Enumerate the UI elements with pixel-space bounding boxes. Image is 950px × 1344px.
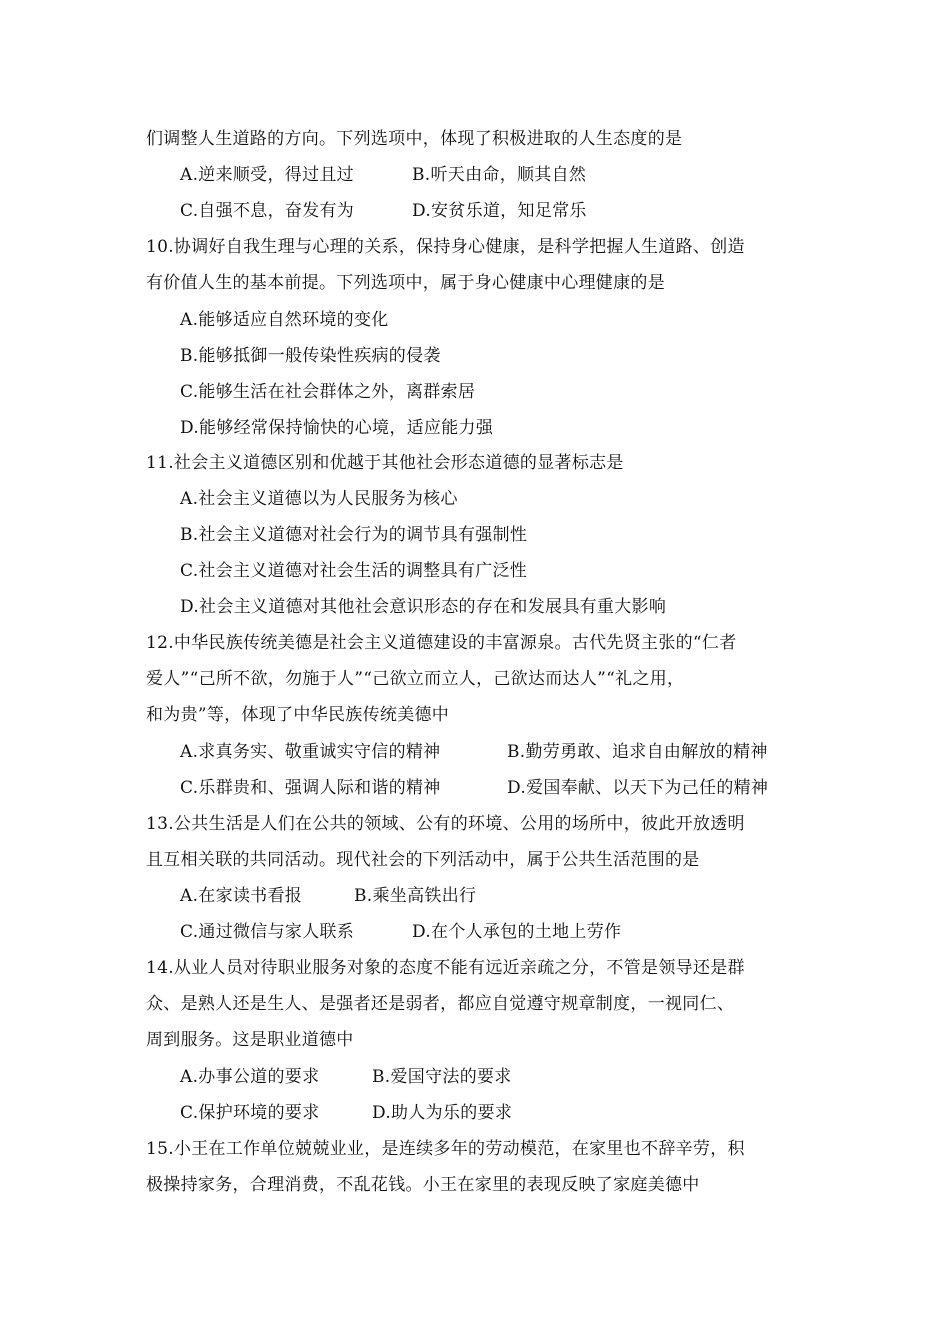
q12-stem-line2: 爱人”“己所不欲，勿施于人”“己欲立而立人，己欲达而达人”“礼之用， — [146, 669, 685, 689]
q14-stem-line2: 众、是熟人还是生人、是强者还是弱者，都应自觉遵守规章制度，一视同仁、 — [146, 994, 735, 1014]
q15-stem-line2: 极操持家务，合理消费，不乱花钱。小王在家里的表现反映了家庭美德中 — [146, 1175, 700, 1195]
q11-stem-line1: 11.社会主义道德区别和优越于其他社会形态道德的显著标志是 — [146, 453, 624, 473]
q12-option-a: A.求真务实、敬重诚实守信的精神 — [180, 742, 441, 762]
q14-option-b: B.爱国守法的要求 — [372, 1067, 512, 1087]
q13-stem-line1: 13.公共生活是人们在公共的领域、公有的环境、公用的场所中，彼此开放透明 — [146, 814, 745, 834]
q11-option-c: C.社会主义道德对社会生活的调整具有广泛性 — [180, 561, 528, 581]
q14-option-d: D.助人为乐的要求 — [372, 1103, 513, 1123]
q13-option-b: B.乘坐高铁出行 — [354, 886, 477, 906]
q13-option-c: C.通过微信与家人联系 — [180, 922, 355, 942]
q10-option-b: B.能够抵御一般传染性疾病的侵袭 — [180, 346, 441, 366]
q11-option-b: B.社会主义道德对社会行为的调节具有强制性 — [180, 525, 528, 545]
q11-option-a: A.社会主义道德以为人民服务为核心 — [180, 489, 458, 509]
q12-option-d: D.爱国奉献、以天下为己任的精神 — [507, 778, 769, 798]
q12-option-b: B.勤劳勇敢、追求自由解放的精神 — [507, 742, 768, 762]
q15-stem-line1: 15.小王在工作单位兢兢业业，是连续多年的劳动模范，在家里也不辞辛劳，积 — [146, 1139, 745, 1159]
q14-stem-line1: 14.从业人员对待职业服务对象的态度不能有远近亲疏之分，不管是领导还是群 — [146, 958, 745, 978]
q9-option-c: C.自强不息，奋发有为 — [180, 201, 355, 221]
q9-stem-tail: 们调整人生道路的方向。下列选项中，体现了积极进取的人生态度的是 — [146, 129, 683, 149]
q10-option-d: D.能够经常保持愉快的心境，适应能力强 — [180, 418, 494, 438]
q9-option-d: D.安贫乐道，知足常乐 — [412, 201, 587, 221]
q14-stem-line3: 周到服务。这是职业道德中 — [146, 1030, 354, 1050]
q10-stem-line1: 10.协调好自我生理与心理的关系，保持身心健康，是科学把握人生道路、创造 — [146, 237, 745, 257]
q10-option-a: A.能够适应自然环境的变化 — [180, 310, 389, 330]
q10-option-c: C.能够生活在社会群体之外，离群索居 — [180, 382, 476, 402]
q13-stem-line2: 且互相关联的共同活动。现代社会的下列活动中，属于公共生活范围的是 — [146, 850, 700, 870]
q9-option-a: A.逆来顺受，得过且过 — [180, 165, 354, 185]
q14-option-c: C.保护环境的要求 — [180, 1103, 320, 1123]
q11-option-d: D.社会主义道德对其他社会意识形态的存在和发展具有重大影响 — [180, 597, 667, 617]
q10-stem-line2: 有价值人生的基本前提。下列选项中，属于身心健康中心理健康的是 — [146, 273, 665, 293]
q13-option-a: A.在家读书看报 — [180, 886, 303, 906]
q12-stem-line3: 和为贵”等，体现了中华民族传统美德中 — [146, 705, 450, 725]
q13-option-d: D.在个人承包的土地上劳作 — [412, 922, 622, 942]
q9-option-b: B.听天由命，顺其自然 — [412, 165, 587, 185]
q12-stem-line1: 12.中华民族传统美德是社会主义道德建设的丰富源泉。古代先贤主张的“仁者 — [146, 633, 737, 653]
q12-option-c: C.乐群贵和、强调人际和谐的精神 — [180, 778, 441, 798]
q14-option-a: A.办事公道的要求 — [180, 1067, 320, 1087]
